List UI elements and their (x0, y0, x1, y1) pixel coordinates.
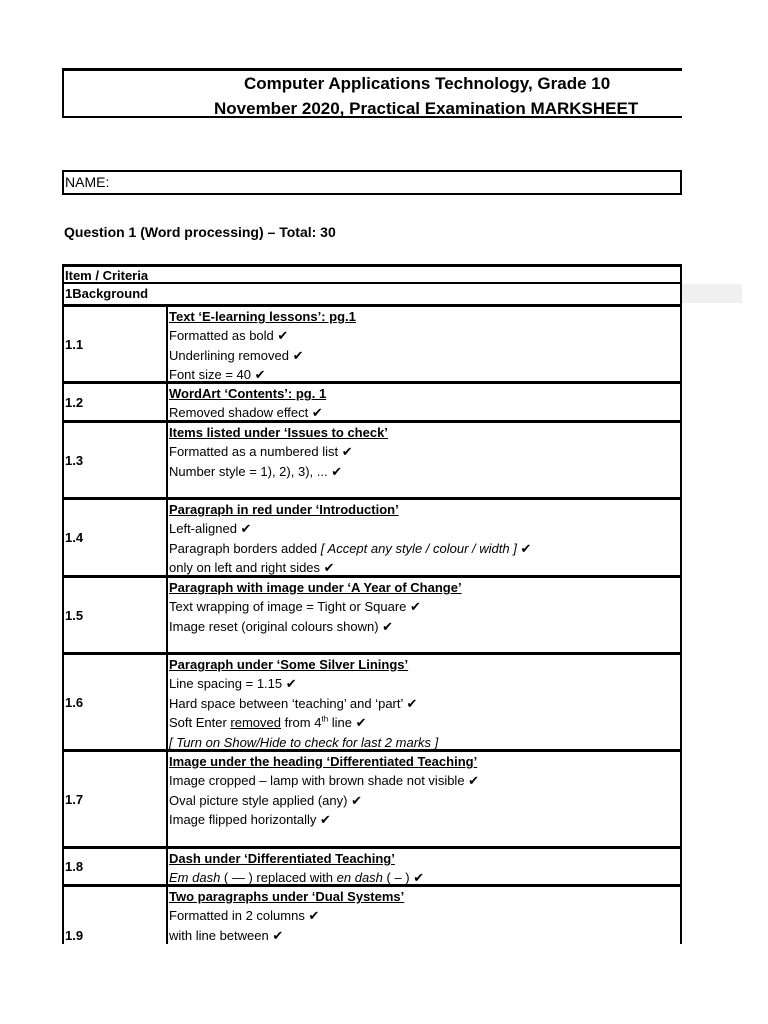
criteria-text: Soft Enter (169, 715, 231, 731)
criteria-heading: Text ‘E-learning lessons’: pg.1 (169, 309, 356, 324)
criteria-line: Formatted as bold ✔ (169, 328, 289, 344)
item-number: 1.2 (64, 384, 168, 420)
check-mark: ✔ (516, 540, 532, 556)
criteria-italic: en dash (336, 870, 383, 886)
table-row (62, 497, 682, 575)
item-criteria (168, 752, 680, 846)
criteria-note: [ Accept any style / colour / width ] (320, 540, 517, 556)
title-line-2: November 2020, Practical Examination MARKSHEET (214, 99, 639, 118)
criteria-line: Image reset (original colours shown) ✔ (169, 618, 394, 634)
criteria-line: Line spacing = 1.15 ✔ (169, 676, 297, 692)
table-header: Item / Criteria (62, 264, 682, 284)
section-row-shading (682, 284, 742, 303)
criteria-heading: Paragraph in red under ‘Introduction’ (169, 502, 399, 517)
title-line-1: Computer Applications Technology, Grade 10 (244, 74, 611, 93)
criteria-line: Number style = 1), 2), 3), ... ✔ (169, 463, 343, 479)
criteria-line: Formatted as a numbered list ✔ (169, 444, 353, 460)
item-number: 1.9 (64, 887, 168, 944)
criteria-note: [ Turn on Show/Hide to check for last 2 marks ] (169, 734, 439, 750)
table-row (62, 749, 682, 846)
table-row (62, 652, 682, 749)
criteria-text: line ✔ (328, 715, 367, 731)
section-row: 1Background (62, 284, 682, 304)
criteria-underlined: removed (230, 715, 281, 731)
criteria-line: Underlining removed ✔ (169, 347, 304, 363)
table-row (62, 884, 682, 944)
criteria-heading: Two paragraphs under ‘Dual Systems’ (169, 889, 405, 904)
criteria-line: Font size = 40 ✔ (169, 367, 266, 383)
criteria-heading: Paragraph with image under ‘A Year of Change’ (169, 580, 462, 595)
criteria-heading: Items listed under ‘Issues to check’ (169, 425, 388, 440)
item-number: 1.6 (64, 655, 168, 749)
criteria-heading: Image under the heading ‘Differentiated Teaching’ (169, 754, 478, 769)
criteria-heading: Dash under ‘Differentiated Teaching’ (169, 851, 395, 866)
item-number: 1.3 (64, 423, 168, 497)
item-criteria (168, 384, 680, 420)
item-number: 1.5 (64, 578, 168, 652)
criteria-line: Image cropped – lamp with brown shade not visible ✔ (169, 773, 480, 789)
criteria-line: Left-aligned ✔ (169, 521, 252, 537)
table-row (62, 304, 682, 381)
criteria-italic: Em dash (169, 870, 221, 886)
table-row (62, 575, 682, 652)
table-row (62, 381, 682, 420)
item-criteria (168, 423, 680, 497)
title-box (62, 68, 682, 118)
criteria-line (169, 713, 680, 732)
criteria-heading: WordArt ‘Contents’: pg. 1 (169, 386, 327, 401)
criteria-line: Text wrapping of image = Tight or Square ✔ (169, 599, 421, 615)
criteria-line: Formatted in 2 columns ✔ (169, 908, 320, 924)
question-heading: Question 1 (Word processing) – Total: 30 (64, 224, 336, 240)
criteria-line: Image flipped horizontally ✔ (169, 812, 331, 828)
item-criteria (168, 578, 680, 652)
criteria-text: from 4 (281, 715, 322, 731)
criteria-text: Paragraph borders added (169, 540, 321, 556)
item-number: 1.7 (64, 752, 168, 846)
ordinal-suffix: th (321, 714, 329, 724)
criteria-heading: Paragraph under ‘Some Silver Linings’ (169, 657, 409, 672)
table-row (62, 420, 682, 497)
item-criteria (168, 887, 680, 944)
name-field: NAME: (62, 170, 682, 195)
marksheet-table (62, 264, 682, 944)
criteria-text: ( – ) ✔ (382, 870, 425, 886)
item-criteria (168, 849, 680, 884)
criteria-line: Oval picture style applied (any) ✔ (169, 792, 362, 808)
item-criteria (168, 307, 680, 381)
item-criteria (168, 500, 680, 575)
item-number: 1.4 (64, 500, 168, 575)
item-number: 1.1 (64, 307, 168, 381)
table-row (62, 846, 682, 884)
criteria-line (169, 539, 680, 558)
criteria-line: with line between ✔ (169, 927, 284, 943)
item-criteria (168, 655, 680, 749)
item-number: 1.8 (64, 849, 168, 884)
criteria-line: Hard space between ‘teaching’ and ‘part’ ✔ (169, 695, 418, 711)
criteria-line: Removed shadow effect ✔ (169, 405, 323, 421)
criteria-text: ( — ) replaced with (220, 870, 337, 886)
criteria-line: only on left and right sides ✔ (169, 560, 335, 576)
